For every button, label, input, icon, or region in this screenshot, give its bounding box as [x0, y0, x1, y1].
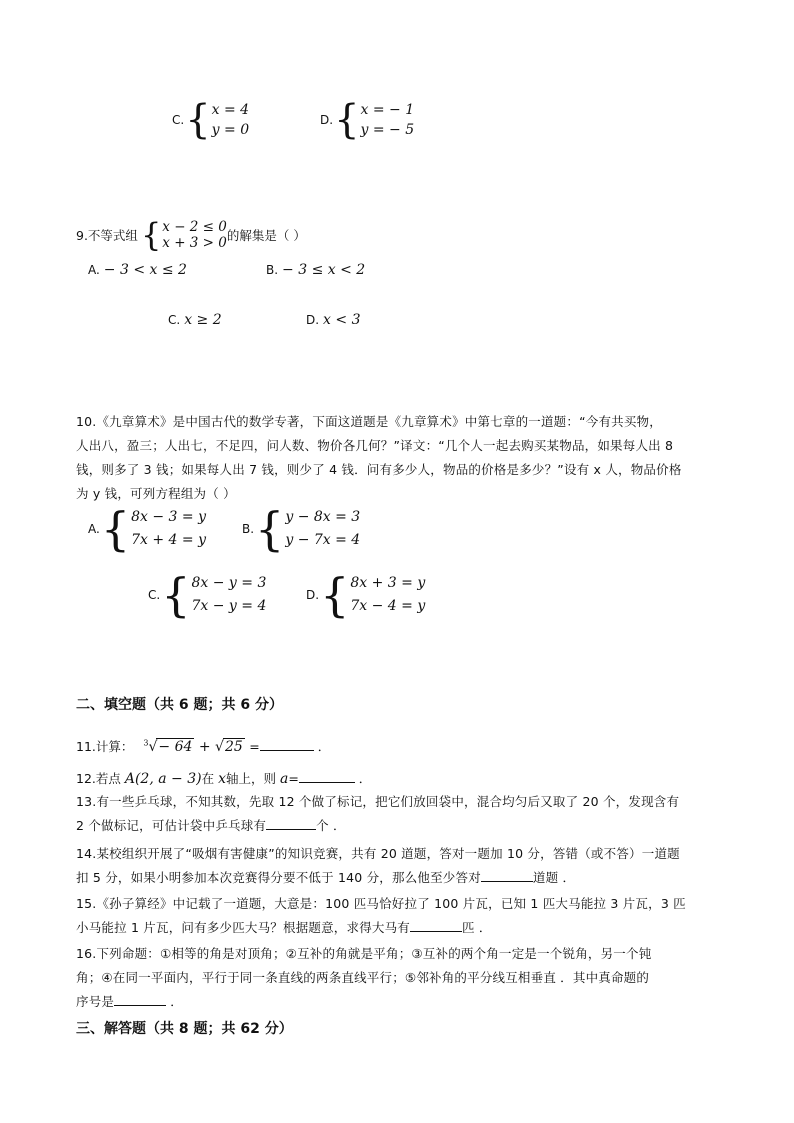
q8-option-c: [172, 97, 250, 143]
question-text: 10.《九章算术》是中国古代的数学专著，下面这道题是《九章算术》中第七章的一道题：“今有共买物，: [76, 414, 662, 429]
equation-line: y − 8x = 3: [285, 509, 361, 525]
option-expression: x < 3: [323, 312, 361, 328]
equals-sign: =: [249, 739, 260, 754]
equation-line: y − 7x = 4: [285, 532, 361, 548]
equation-line: 7x − 4 = y: [350, 598, 426, 614]
q11: [76, 736, 330, 755]
brace-icon: {: [255, 502, 285, 556]
brace-icon: {: [185, 97, 211, 143]
option-label: C.: [148, 588, 161, 602]
question-text: ．: [354, 771, 372, 786]
option-label: D.: [320, 113, 334, 127]
option-label: A.: [88, 522, 100, 536]
axis-variable: x: [218, 771, 226, 787]
q9-stem: [76, 216, 306, 254]
question-text: 2 个做标记，可估计袋中乒乓球有: [76, 818, 267, 833]
question-text: 14.某校组织开展了“吸烟有害健康”的知识竞赛，共有 20 道题，答对一题加 10 分，答错（或不答）一道题: [76, 846, 680, 861]
radicand: − 64: [158, 739, 193, 755]
q10-option-a: [88, 502, 206, 556]
variable: a: [279, 771, 289, 787]
math-expression: [143, 739, 249, 755]
q14: [76, 842, 716, 890]
question-text: 13.有一些乒乓球，不知其数，先取 12 个做了标记，把它们放回袋中，混合均匀后又取了 20 个，发现含有: [76, 794, 680, 809]
option-expression: x ≥ 2: [184, 312, 222, 328]
equals-sign: =: [288, 771, 299, 786]
brace-icon: {: [140, 216, 162, 254]
equation-line: x = − 1: [360, 102, 415, 118]
equation-line: 7x + 4 = y: [131, 532, 206, 548]
root-index: 3: [143, 738, 149, 748]
q9-option-c: [168, 312, 222, 328]
question-text: 角；④在同一平面内，平行于同一条直线的两条直线平行；⑤邻补角的平分线互相垂直 ．其中真命题的: [76, 970, 650, 985]
question-text: 轴上，则: [225, 771, 280, 786]
answer-blank[interactable]: [410, 917, 462, 932]
equation-line: x + 3 > 0: [162, 235, 227, 251]
question-text: 序号是: [76, 994, 115, 1009]
brace-icon: {: [161, 568, 191, 622]
point-expression: A(2, a − 3): [124, 771, 202, 787]
equation-line: 8x − y = 3: [191, 575, 267, 591]
answer-blank[interactable]: [481, 867, 533, 882]
equation-line: 8x − 3 = y: [131, 509, 206, 525]
q8-option-d: [320, 97, 415, 143]
option-label: B.: [242, 522, 255, 536]
q16: [76, 942, 716, 1014]
q15: [76, 892, 716, 940]
q10-option-b: [242, 502, 361, 556]
equation-line: y = − 5: [360, 122, 415, 138]
q10-stem: [76, 410, 716, 506]
question-text: 12.若点: [76, 771, 125, 786]
answer-blank[interactable]: [114, 991, 166, 1006]
equation-line: y = 0: [211, 122, 250, 138]
answer-blank[interactable]: [299, 768, 355, 783]
option-label: B.: [266, 263, 279, 277]
radical-icon: √: [148, 739, 158, 755]
question-text: 的解集是（ ）: [226, 228, 306, 243]
q9-option-a: [88, 262, 187, 278]
equation-line: 8x + 3 = y: [350, 575, 426, 591]
question-text: ．: [166, 994, 183, 1009]
question-text: ．: [313, 739, 331, 754]
option-expression: − 3 ≤ x < 2: [282, 262, 366, 278]
question-text: 小马能拉 1 片瓦，问有多少匹大马？根据题意，求得大马有: [76, 920, 411, 935]
brace-icon: {: [100, 502, 131, 556]
q9-option-d: [306, 312, 360, 328]
question-text: 个 ．: [316, 818, 346, 833]
operator: +: [194, 739, 216, 755]
question-text: 15.《孙子算经》中记载了一道题，大意是：100 匹马恰好拉了 100 片瓦，已知 1 匹大马能拉 3 片瓦，3 匹: [76, 896, 686, 911]
section-heading-fill-in: 二、填空题（共 6 题；共 6 分）: [76, 697, 283, 713]
question-text: 匹 ．: [462, 920, 492, 935]
option-expression: − 3 < x ≤ 2: [103, 262, 187, 278]
equation-line: 7x − y = 4: [191, 598, 267, 614]
question-text: 在: [201, 771, 219, 786]
question-text: 人出八，盈三；人出七，不足四，问人数、物价各几何？”译文：“几个人一起去购买某物品，如果每人出 8: [76, 438, 674, 453]
q12: [76, 768, 371, 787]
answer-blank[interactable]: [260, 736, 314, 751]
question-text: 道题 ．: [532, 870, 576, 885]
option-label: C.: [172, 113, 185, 127]
brace-icon: {: [334, 97, 360, 143]
radical-icon: √: [215, 739, 224, 755]
brace-icon: {: [320, 568, 350, 622]
option-label: D.: [306, 313, 320, 327]
equation-line: x = 4: [211, 102, 250, 118]
q10-option-d: [306, 568, 426, 622]
question-text: 为 y 钱，可列方程组为（ ）: [76, 486, 236, 501]
question-text: 9.不等式组: [76, 228, 138, 243]
question-text: 扣 5 分，如果小明参加本次竞赛得分要不低于 140 分，那么他至少答对: [76, 870, 481, 885]
q13: [76, 790, 716, 838]
option-label: D.: [306, 588, 320, 602]
question-text: 11.计算：: [76, 739, 134, 754]
question-text: 16.下列命题：①相等的角是对顶角；②互补的角就是平角；③互补的两个角一定是一个锐角，另一个钝: [76, 946, 652, 961]
option-label: A.: [88, 263, 100, 277]
section-heading-solve: 三、解答题（共 8 题；共 62 分）: [76, 1021, 293, 1037]
question-text: 钱，则多了 3 钱；如果每人出 7 钱，则少了 4 钱．问有多少人，物品的价格是多少？”设有 x 人，物品价格: [76, 462, 682, 477]
equation-line: x − 2 ≤ 0: [162, 219, 227, 235]
answer-blank[interactable]: [266, 815, 316, 830]
radicand: 25: [224, 739, 243, 755]
q10-option-c: [148, 568, 267, 622]
q9-option-b: [266, 262, 365, 278]
option-label: C.: [168, 313, 181, 327]
